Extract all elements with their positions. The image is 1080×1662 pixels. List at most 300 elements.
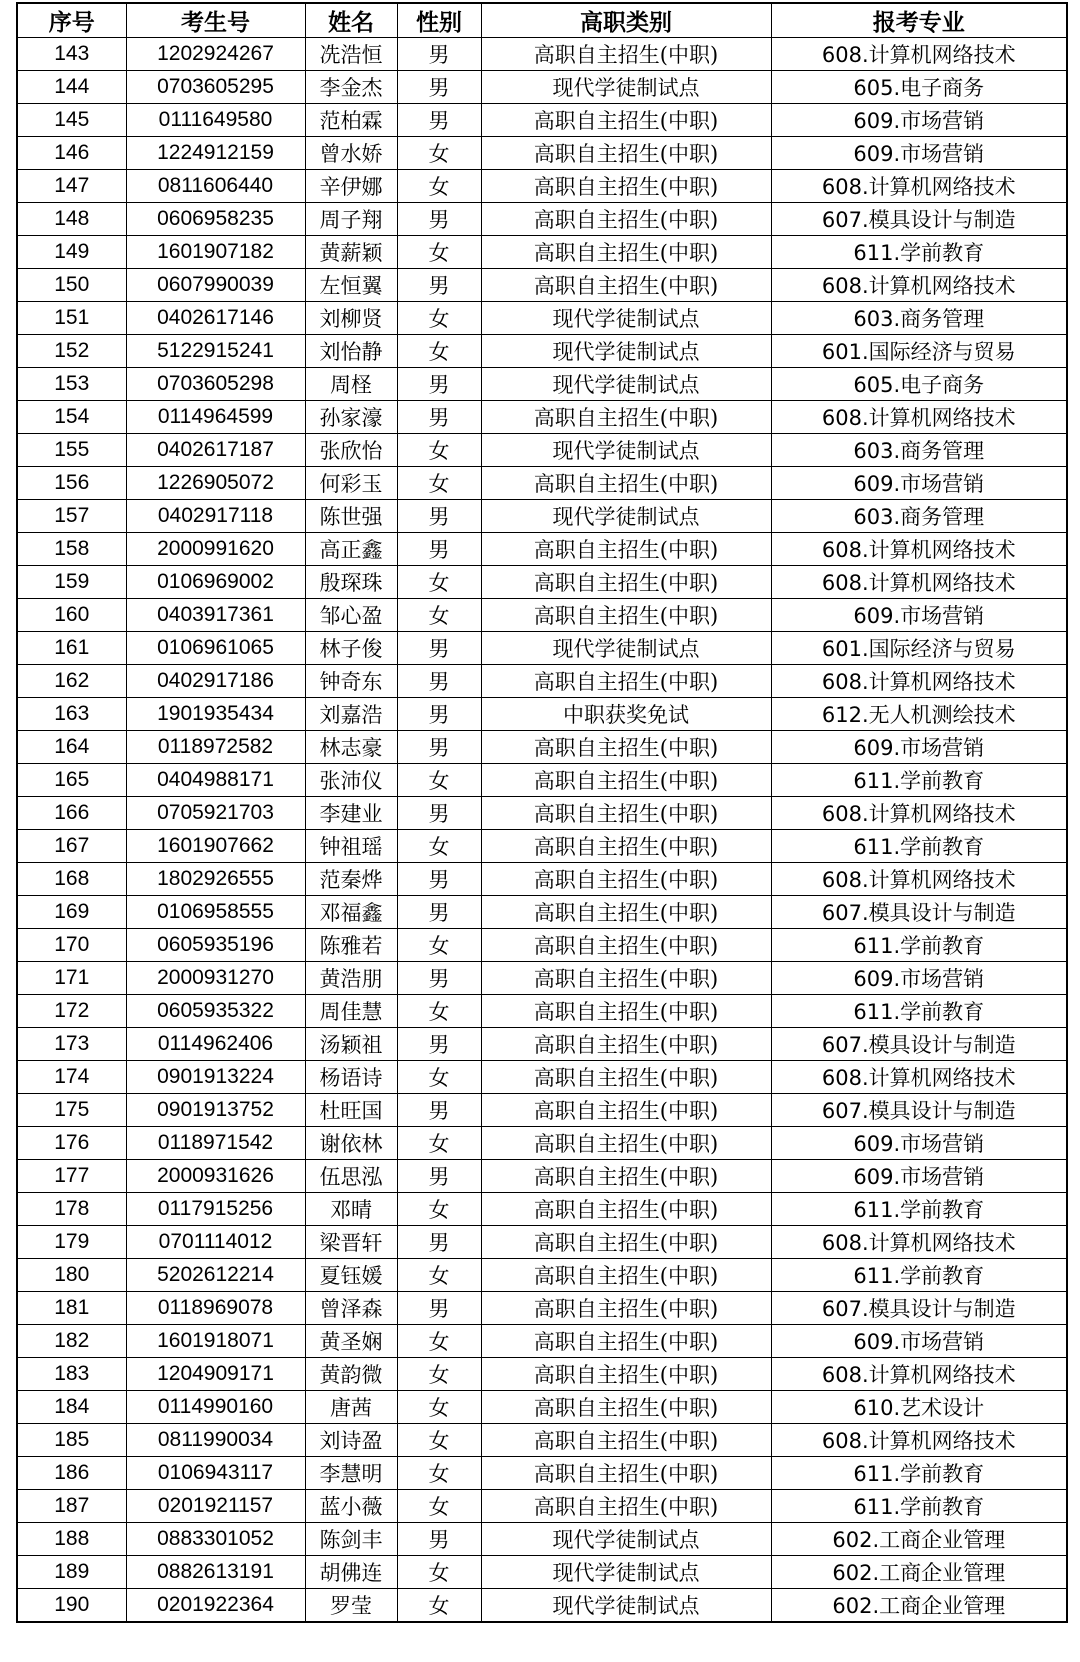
- gender-cell: 男: [397, 863, 481, 896]
- gender-cell: 女: [397, 1391, 481, 1424]
- table-row: [17, 731, 1067, 764]
- major-cell: 607.模具设计与制造: [771, 203, 1067, 236]
- name-cell: 张欣怡: [305, 434, 397, 467]
- exam-number-cell: 0703605295: [126, 71, 305, 104]
- major-cell: 611.学前教育: [771, 764, 1067, 797]
- category-cell: 高职自主招生(中职): [481, 1061, 771, 1094]
- table-row: [17, 929, 1067, 962]
- gender-cell: 男: [397, 401, 481, 434]
- table-row: [17, 797, 1067, 830]
- exam-number-cell: 0402617187: [126, 434, 305, 467]
- name-cell: 钟祖瑶: [305, 830, 397, 863]
- table-row: [17, 1391, 1067, 1424]
- major-cell: 608.计算机网络技术: [771, 1061, 1067, 1094]
- name-cell: 李建业: [305, 797, 397, 830]
- seq-cell: 146: [17, 137, 126, 170]
- gender-cell: 男: [397, 1160, 481, 1193]
- gender-cell: 男: [397, 731, 481, 764]
- category-cell: 高职自主招生(中职): [481, 566, 771, 599]
- category-cell: 现代学徒制试点: [481, 434, 771, 467]
- seq-cell: 162: [17, 665, 126, 698]
- gender-cell: 女: [397, 995, 481, 1028]
- name-cell: 孙家濠: [305, 401, 397, 434]
- name-cell: 刘柳贤: [305, 302, 397, 335]
- table-row: [17, 665, 1067, 698]
- major-cell: 608.计算机网络技术: [771, 1424, 1067, 1457]
- exam-number-cell: 0114962406: [126, 1028, 305, 1061]
- seq-cell: 148: [17, 203, 126, 236]
- gender-cell: 女: [397, 929, 481, 962]
- gender-cell: 男: [397, 71, 481, 104]
- table-row: [17, 962, 1067, 995]
- seq-cell: 173: [17, 1028, 126, 1061]
- table-row: [17, 566, 1067, 599]
- gender-cell: 男: [397, 500, 481, 533]
- name-cell: 邹心盈: [305, 599, 397, 632]
- exam-number-cell: 0106961065: [126, 632, 305, 665]
- major-cell: 608.计算机网络技术: [771, 269, 1067, 302]
- table-row: [17, 1325, 1067, 1358]
- exam-number-cell: 0201921157: [126, 1490, 305, 1523]
- name-cell: 黄浩朋: [305, 962, 397, 995]
- table-row: [17, 137, 1067, 170]
- table-row: [17, 302, 1067, 335]
- gender-cell: 男: [397, 797, 481, 830]
- exam-number-cell: 1901935434: [126, 698, 305, 731]
- exam-number-cell: 1224912159: [126, 137, 305, 170]
- exam-number-cell: 1601907662: [126, 830, 305, 863]
- seq-cell: 188: [17, 1523, 126, 1556]
- seq-cell: 168: [17, 863, 126, 896]
- table-row: [17, 170, 1067, 203]
- gender-cell: 女: [397, 1490, 481, 1523]
- gender-cell: 男: [397, 1028, 481, 1061]
- major-cell: 608.计算机网络技术: [771, 170, 1067, 203]
- major-cell: 605.电子商务: [771, 71, 1067, 104]
- major-cell: 609.市场营销: [771, 731, 1067, 764]
- exam-number-cell: 1601907182: [126, 236, 305, 269]
- seq-cell: 172: [17, 995, 126, 1028]
- category-cell: 高职自主招生(中职): [481, 1325, 771, 1358]
- seq-cell: 144: [17, 71, 126, 104]
- major-cell: 609.市场营销: [771, 599, 1067, 632]
- exam-number-cell: 0701114012: [126, 1226, 305, 1259]
- gender-cell: 女: [397, 566, 481, 599]
- major-cell: 609.市场营销: [771, 962, 1067, 995]
- exam-number-cell: 0106969002: [126, 566, 305, 599]
- gender-cell: 女: [397, 1424, 481, 1457]
- major-cell: 603.商务管理: [771, 500, 1067, 533]
- exam-number-cell: 0883301052: [126, 1523, 305, 1556]
- exam-number-cell: 0404988171: [126, 764, 305, 797]
- table-row: [17, 500, 1067, 533]
- gender-cell: 男: [397, 368, 481, 401]
- major-cell: 611.学前教育: [771, 830, 1067, 863]
- major-cell: 609.市场营销: [771, 1160, 1067, 1193]
- major-cell: 609.市场营销: [771, 1127, 1067, 1160]
- exam-number-cell: 0705921703: [126, 797, 305, 830]
- seq-cell: 165: [17, 764, 126, 797]
- exam-number-cell: 0402917118: [126, 500, 305, 533]
- category-cell: 高职自主招生(中职): [481, 797, 771, 830]
- major-cell: 608.计算机网络技术: [771, 863, 1067, 896]
- category-cell: 高职自主招生(中职): [481, 137, 771, 170]
- category-cell: 现代学徒制试点: [481, 368, 771, 401]
- category-cell: 高职自主招生(中职): [481, 1424, 771, 1457]
- table-row: [17, 1424, 1067, 1457]
- category-cell: 高职自主招生(中职): [481, 1292, 771, 1325]
- category-cell: 高职自主招生(中职): [481, 401, 771, 434]
- gender-cell: 女: [397, 302, 481, 335]
- category-cell: 现代学徒制试点: [481, 302, 771, 335]
- name-cell: 陈世强: [305, 500, 397, 533]
- gender-cell: 女: [397, 434, 481, 467]
- table-row: [17, 1358, 1067, 1391]
- name-cell: 辛伊娜: [305, 170, 397, 203]
- gender-cell: 女: [397, 137, 481, 170]
- major-cell: 610.艺术设计: [771, 1391, 1067, 1424]
- name-cell: 陈雅若: [305, 929, 397, 962]
- seq-cell: 187: [17, 1490, 126, 1523]
- exam-number-cell: 1802926555: [126, 863, 305, 896]
- seq-cell: 190: [17, 1589, 126, 1623]
- name-cell: 黄圣娴: [305, 1325, 397, 1358]
- header-exam-number: 考生号: [126, 3, 305, 38]
- gender-cell: 男: [397, 1292, 481, 1325]
- exam-number-cell: 0901913752: [126, 1094, 305, 1127]
- major-cell: 602.工商企业管理: [771, 1556, 1067, 1589]
- category-cell: 高职自主招生(中职): [481, 1193, 771, 1226]
- exam-number-cell: 0703605298: [126, 368, 305, 401]
- exam-number-cell: 0118971542: [126, 1127, 305, 1160]
- table-row: [17, 104, 1067, 137]
- exam-number-cell: 1202924267: [126, 38, 305, 71]
- category-cell: 高职自主招生(中职): [481, 1160, 771, 1193]
- exam-number-cell: 0607990039: [126, 269, 305, 302]
- seq-cell: 160: [17, 599, 126, 632]
- table-row: [17, 1259, 1067, 1292]
- seq-cell: 157: [17, 500, 126, 533]
- exam-number-cell: 0811606440: [126, 170, 305, 203]
- table-header: [17, 3, 1067, 38]
- gender-cell: 女: [397, 1325, 481, 1358]
- exam-number-cell: 2000991620: [126, 533, 305, 566]
- table-row: [17, 71, 1067, 104]
- category-cell: 现代学徒制试点: [481, 1523, 771, 1556]
- category-cell: 高职自主招生(中职): [481, 896, 771, 929]
- exam-number-cell: 5202612214: [126, 1259, 305, 1292]
- seq-cell: 176: [17, 1127, 126, 1160]
- exam-number-cell: 0901913224: [126, 1061, 305, 1094]
- table-row: [17, 698, 1067, 731]
- table-row: [17, 1589, 1067, 1623]
- exam-number-cell: 0117915256: [126, 1193, 305, 1226]
- category-cell: 高职自主招生(中职): [481, 599, 771, 632]
- category-cell: 现代学徒制试点: [481, 335, 771, 368]
- category-cell: 高职自主招生(中职): [481, 1358, 771, 1391]
- name-cell: 高正鑫: [305, 533, 397, 566]
- category-cell: 高职自主招生(中职): [481, 1127, 771, 1160]
- exam-number-cell: 0403917361: [126, 599, 305, 632]
- gender-cell: 男: [397, 269, 481, 302]
- table-row: [17, 1193, 1067, 1226]
- seq-cell: 180: [17, 1259, 126, 1292]
- table-row: [17, 1556, 1067, 1589]
- exam-number-cell: 0402617146: [126, 302, 305, 335]
- table-row: [17, 533, 1067, 566]
- exam-number-cell: 1601918071: [126, 1325, 305, 1358]
- name-cell: 黄韵微: [305, 1358, 397, 1391]
- name-cell: 左恒翼: [305, 269, 397, 302]
- seq-cell: 175: [17, 1094, 126, 1127]
- table-row: [17, 38, 1067, 71]
- category-cell: 高职自主招生(中职): [481, 1391, 771, 1424]
- exam-number-cell: 0402917186: [126, 665, 305, 698]
- category-cell: 高职自主招生(中职): [481, 104, 771, 137]
- gender-cell: 男: [397, 533, 481, 566]
- seq-cell: 167: [17, 830, 126, 863]
- major-cell: 609.市场营销: [771, 104, 1067, 137]
- name-cell: 林志豪: [305, 731, 397, 764]
- name-cell: 胡佛连: [305, 1556, 397, 1589]
- table-row: [17, 434, 1067, 467]
- category-cell: 高职自主招生(中职): [481, 1028, 771, 1061]
- name-cell: 唐茜: [305, 1391, 397, 1424]
- category-cell: 高职自主招生(中职): [481, 962, 771, 995]
- gender-cell: 男: [397, 698, 481, 731]
- major-cell: 602.工商企业管理: [771, 1589, 1067, 1623]
- gender-cell: 男: [397, 665, 481, 698]
- category-cell: 高职自主招生(中职): [481, 764, 771, 797]
- table-row: [17, 203, 1067, 236]
- name-cell: 李金杰: [305, 71, 397, 104]
- gender-cell: 女: [397, 830, 481, 863]
- seq-cell: 179: [17, 1226, 126, 1259]
- header-gender: 性别: [397, 3, 481, 38]
- gender-cell: 女: [397, 1358, 481, 1391]
- seq-cell: 156: [17, 467, 126, 500]
- table-row: [17, 1094, 1067, 1127]
- gender-cell: 男: [397, 1523, 481, 1556]
- gender-cell: 女: [397, 1127, 481, 1160]
- table-row: [17, 863, 1067, 896]
- major-cell: 611.学前教育: [771, 1193, 1067, 1226]
- name-cell: 谢依林: [305, 1127, 397, 1160]
- category-cell: 现代学徒制试点: [481, 632, 771, 665]
- seq-cell: 189: [17, 1556, 126, 1589]
- exam-number-cell: 1204909171: [126, 1358, 305, 1391]
- exam-number-cell: 5122915241: [126, 335, 305, 368]
- gender-cell: 男: [397, 632, 481, 665]
- name-cell: 杨语诗: [305, 1061, 397, 1094]
- gender-cell: 女: [397, 1061, 481, 1094]
- exam-number-cell: 0605935322: [126, 995, 305, 1028]
- major-cell: 603.商务管理: [771, 302, 1067, 335]
- seq-cell: 150: [17, 269, 126, 302]
- major-cell: 607.模具设计与制造: [771, 1028, 1067, 1061]
- table-row: [17, 896, 1067, 929]
- exam-number-cell: 0811990034: [126, 1424, 305, 1457]
- table-row: [17, 1226, 1067, 1259]
- gender-cell: 女: [397, 335, 481, 368]
- seq-cell: 143: [17, 38, 126, 71]
- exam-number-cell: 0114964599: [126, 401, 305, 434]
- name-cell: 殷琛珠: [305, 566, 397, 599]
- seq-cell: 145: [17, 104, 126, 137]
- name-cell: 周子翔: [305, 203, 397, 236]
- admission-list-table: [16, 2, 1068, 1623]
- exam-number-cell: 2000931626: [126, 1160, 305, 1193]
- seq-cell: 185: [17, 1424, 126, 1457]
- seq-cell: 183: [17, 1358, 126, 1391]
- seq-cell: 186: [17, 1457, 126, 1490]
- seq-cell: 155: [17, 434, 126, 467]
- exam-number-cell: 0118969078: [126, 1292, 305, 1325]
- seq-cell: 147: [17, 170, 126, 203]
- exam-number-cell: 0118972582: [126, 731, 305, 764]
- major-cell: 608.计算机网络技术: [771, 401, 1067, 434]
- seq-cell: 174: [17, 1061, 126, 1094]
- seq-cell: 184: [17, 1391, 126, 1424]
- category-cell: 高职自主招生(中职): [481, 995, 771, 1028]
- seq-cell: 158: [17, 533, 126, 566]
- gender-cell: 女: [397, 170, 481, 203]
- major-cell: 611.学前教育: [771, 1259, 1067, 1292]
- seq-cell: 153: [17, 368, 126, 401]
- major-cell: 609.市场营销: [771, 1325, 1067, 1358]
- major-cell: 607.模具设计与制造: [771, 1094, 1067, 1127]
- table-row: [17, 467, 1067, 500]
- major-cell: 611.学前教育: [771, 995, 1067, 1028]
- major-cell: 608.计算机网络技术: [771, 566, 1067, 599]
- category-cell: 高职自主招生(中职): [481, 731, 771, 764]
- table-row: [17, 1160, 1067, 1193]
- table-row: [17, 1127, 1067, 1160]
- table-row: [17, 1490, 1067, 1523]
- major-cell: 611.学前教育: [771, 1457, 1067, 1490]
- category-cell: 高职自主招生(中职): [481, 1490, 771, 1523]
- gender-cell: 男: [397, 104, 481, 137]
- name-cell: 刘怡静: [305, 335, 397, 368]
- gender-cell: 男: [397, 203, 481, 236]
- seq-cell: 181: [17, 1292, 126, 1325]
- name-cell: 黄薪颖: [305, 236, 397, 269]
- name-cell: 伍思泓: [305, 1160, 397, 1193]
- major-cell: 608.计算机网络技术: [771, 38, 1067, 71]
- header-category: 高职类别: [481, 3, 771, 38]
- table-row: [17, 401, 1067, 434]
- major-cell: 608.计算机网络技术: [771, 1358, 1067, 1391]
- major-cell: 602.工商企业管理: [771, 1523, 1067, 1556]
- name-cell: 曾水娇: [305, 137, 397, 170]
- exam-number-cell: 0201922364: [126, 1589, 305, 1623]
- seq-cell: 177: [17, 1160, 126, 1193]
- category-cell: 高职自主招生(中职): [481, 665, 771, 698]
- major-cell: 601.国际经济与贸易: [771, 632, 1067, 665]
- seq-cell: 166: [17, 797, 126, 830]
- major-cell: 611.学前教育: [771, 1490, 1067, 1523]
- category-cell: 高职自主招生(中职): [481, 236, 771, 269]
- name-cell: 范柏霖: [305, 104, 397, 137]
- header-major: 报考专业: [771, 3, 1067, 38]
- category-cell: 高职自主招生(中职): [481, 467, 771, 500]
- category-cell: 高职自主招生(中职): [481, 1226, 771, 1259]
- table-row: [17, 269, 1067, 302]
- seq-cell: 161: [17, 632, 126, 665]
- seq-cell: 151: [17, 302, 126, 335]
- category-cell: 高职自主招生(中职): [481, 1094, 771, 1127]
- name-cell: 汤颖祖: [305, 1028, 397, 1061]
- seq-cell: 169: [17, 896, 126, 929]
- name-cell: 冼浩恒: [305, 38, 397, 71]
- category-cell: 高职自主招生(中职): [481, 170, 771, 203]
- exam-number-cell: 2000931270: [126, 962, 305, 995]
- gender-cell: 男: [397, 38, 481, 71]
- category-cell: 高职自主招生(中职): [481, 863, 771, 896]
- name-cell: 范秦烨: [305, 863, 397, 896]
- major-cell: 608.计算机网络技术: [771, 665, 1067, 698]
- seq-cell: 152: [17, 335, 126, 368]
- gender-cell: 女: [397, 467, 481, 500]
- table-row: [17, 599, 1067, 632]
- table-row: [17, 335, 1067, 368]
- name-cell: 周佳慧: [305, 995, 397, 1028]
- name-cell: 何彩玉: [305, 467, 397, 500]
- category-cell: 现代学徒制试点: [481, 500, 771, 533]
- seq-cell: 149: [17, 236, 126, 269]
- name-cell: 蓝小薇: [305, 1490, 397, 1523]
- major-cell: 607.模具设计与制造: [771, 896, 1067, 929]
- name-cell: 李慧明: [305, 1457, 397, 1490]
- name-cell: 陈剑丰: [305, 1523, 397, 1556]
- seq-cell: 178: [17, 1193, 126, 1226]
- gender-cell: 女: [397, 764, 481, 797]
- exam-number-cell: 0606958235: [126, 203, 305, 236]
- name-cell: 邓晴: [305, 1193, 397, 1226]
- gender-cell: 女: [397, 1457, 481, 1490]
- seq-cell: 164: [17, 731, 126, 764]
- category-cell: 现代学徒制试点: [481, 71, 771, 104]
- exam-number-cell: 0882613191: [126, 1556, 305, 1589]
- gender-cell: 女: [397, 1589, 481, 1623]
- major-cell: 605.电子商务: [771, 368, 1067, 401]
- category-cell: 高职自主招生(中职): [481, 533, 771, 566]
- major-cell: 611.学前教育: [771, 929, 1067, 962]
- table-row: [17, 1028, 1067, 1061]
- header-name: 姓名: [305, 3, 397, 38]
- major-cell: 601.国际经济与贸易: [771, 335, 1067, 368]
- gender-cell: 男: [397, 962, 481, 995]
- seq-cell: 163: [17, 698, 126, 731]
- exam-number-cell: 0114990160: [126, 1391, 305, 1424]
- name-cell: 梁晋轩: [305, 1226, 397, 1259]
- seq-cell: 171: [17, 962, 126, 995]
- exam-number-cell: 0605935196: [126, 929, 305, 962]
- table-row: [17, 830, 1067, 863]
- gender-cell: 女: [397, 1259, 481, 1292]
- table-row: [17, 368, 1067, 401]
- category-cell: 高职自主招生(中职): [481, 830, 771, 863]
- major-cell: 603.商务管理: [771, 434, 1067, 467]
- exam-number-cell: 0111649580: [126, 104, 305, 137]
- category-cell: 中职获奖免试: [481, 698, 771, 731]
- exam-number-cell: 1226905072: [126, 467, 305, 500]
- gender-cell: 女: [397, 236, 481, 269]
- header-row: [17, 3, 1067, 38]
- name-cell: 曾泽森: [305, 1292, 397, 1325]
- major-cell: 611.学前教育: [771, 236, 1067, 269]
- category-cell: 现代学徒制试点: [481, 1589, 771, 1623]
